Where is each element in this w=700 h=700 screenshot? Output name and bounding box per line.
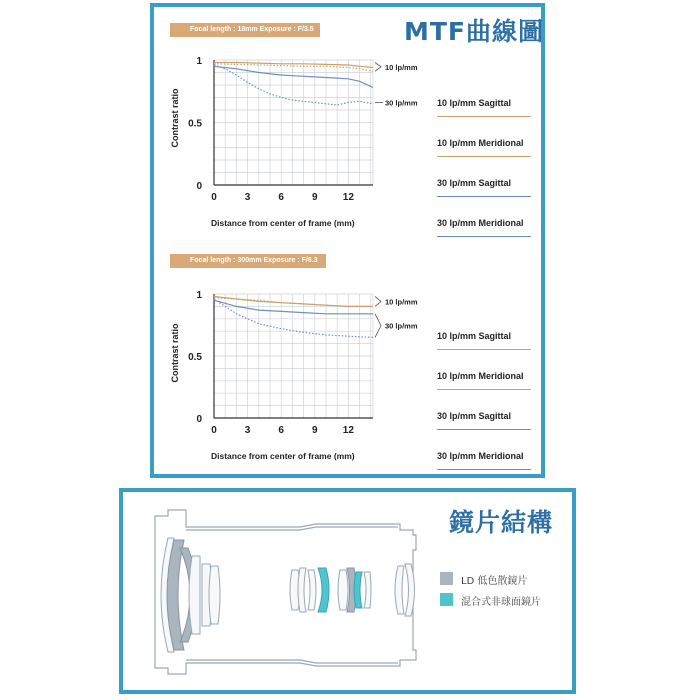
legend-label: 30 lp/mm Meridional [437,451,524,461]
chart-2-ylabel: Contrast ratio [170,323,180,383]
y-tick-label: 1 [196,56,202,67]
mid-lens-3 [308,570,316,610]
legend-label: 30 lp/mm Meridional [437,218,524,228]
front-lens-4 [189,556,200,634]
y-tick-label: 0.5 [188,118,202,130]
mid-lens-8 [364,572,371,608]
x-tick-label: 0 [211,425,217,436]
x-tick-label: 12 [342,425,354,436]
chart-2-tag: Focal length : 300mm Exposure : F/6.3 [170,254,326,268]
annotation-label: 30 lp/mm [385,98,418,108]
annotation-label: 30 lp/mm [385,321,418,331]
ld-swatch [440,572,453,585]
rear-lens-2 [405,564,415,616]
mid-lens-2 [298,568,306,612]
legend-label: 10 lp/mm Sagittal [437,98,512,108]
legend-label: 30 lp/mm Sagittal [437,411,512,421]
y-tick-label: 1 [196,290,202,301]
ld-label: LD 低色散鏡片 [461,576,528,587]
y-tick-label: 0 [196,414,202,425]
y-tick-label: 0.5 [188,352,202,363]
rear-lens-1 [395,566,404,614]
annotation-label: 10 lp/mm [385,297,418,307]
chart-1-xlabel: Distance from center of frame (mm) [211,218,355,228]
mid-lens-4-aspherical [318,568,329,612]
chart-1-tag: Focal length : 18mm Exposure : F/3.5 [170,23,320,37]
x-tick-label: 3 [244,425,251,436]
chart-2-xlabel: Distance from center of frame (mm) [211,451,355,461]
y-tick-label: 0 [196,181,202,192]
x-tick-label: 3 [244,192,251,203]
legend-label: 10 lp/mm Meridional [437,371,524,381]
x-tick-label: 9 [311,425,318,436]
legend-label: 30 lp/mm Sagittal [437,178,512,188]
legend-label: 10 lp/mm Meridional [437,138,524,148]
x-tick-label: 12 [342,192,354,203]
x-tick-label: 6 [278,192,284,203]
legend-label: 10 lp/mm Sagittal [437,331,512,341]
mid-lens-7-aspherical [354,572,362,608]
x-tick-label: 0 [211,192,217,203]
mid-lens-5 [338,570,348,610]
mtf-title: MTF曲線圖 [404,17,545,46]
front-lens-6 [209,566,220,624]
aspherical-swatch [440,593,453,606]
chart-1-ylabel: Contrast ratio [170,88,180,148]
x-tick-label: 6 [278,425,284,436]
annotation-label: 10 lp/mm [385,62,418,72]
x-tick-label: 9 [311,192,318,203]
lens-title: 鏡片結構 [449,508,554,537]
aspherical-label: 混合式非球面鏡片 [461,597,541,608]
